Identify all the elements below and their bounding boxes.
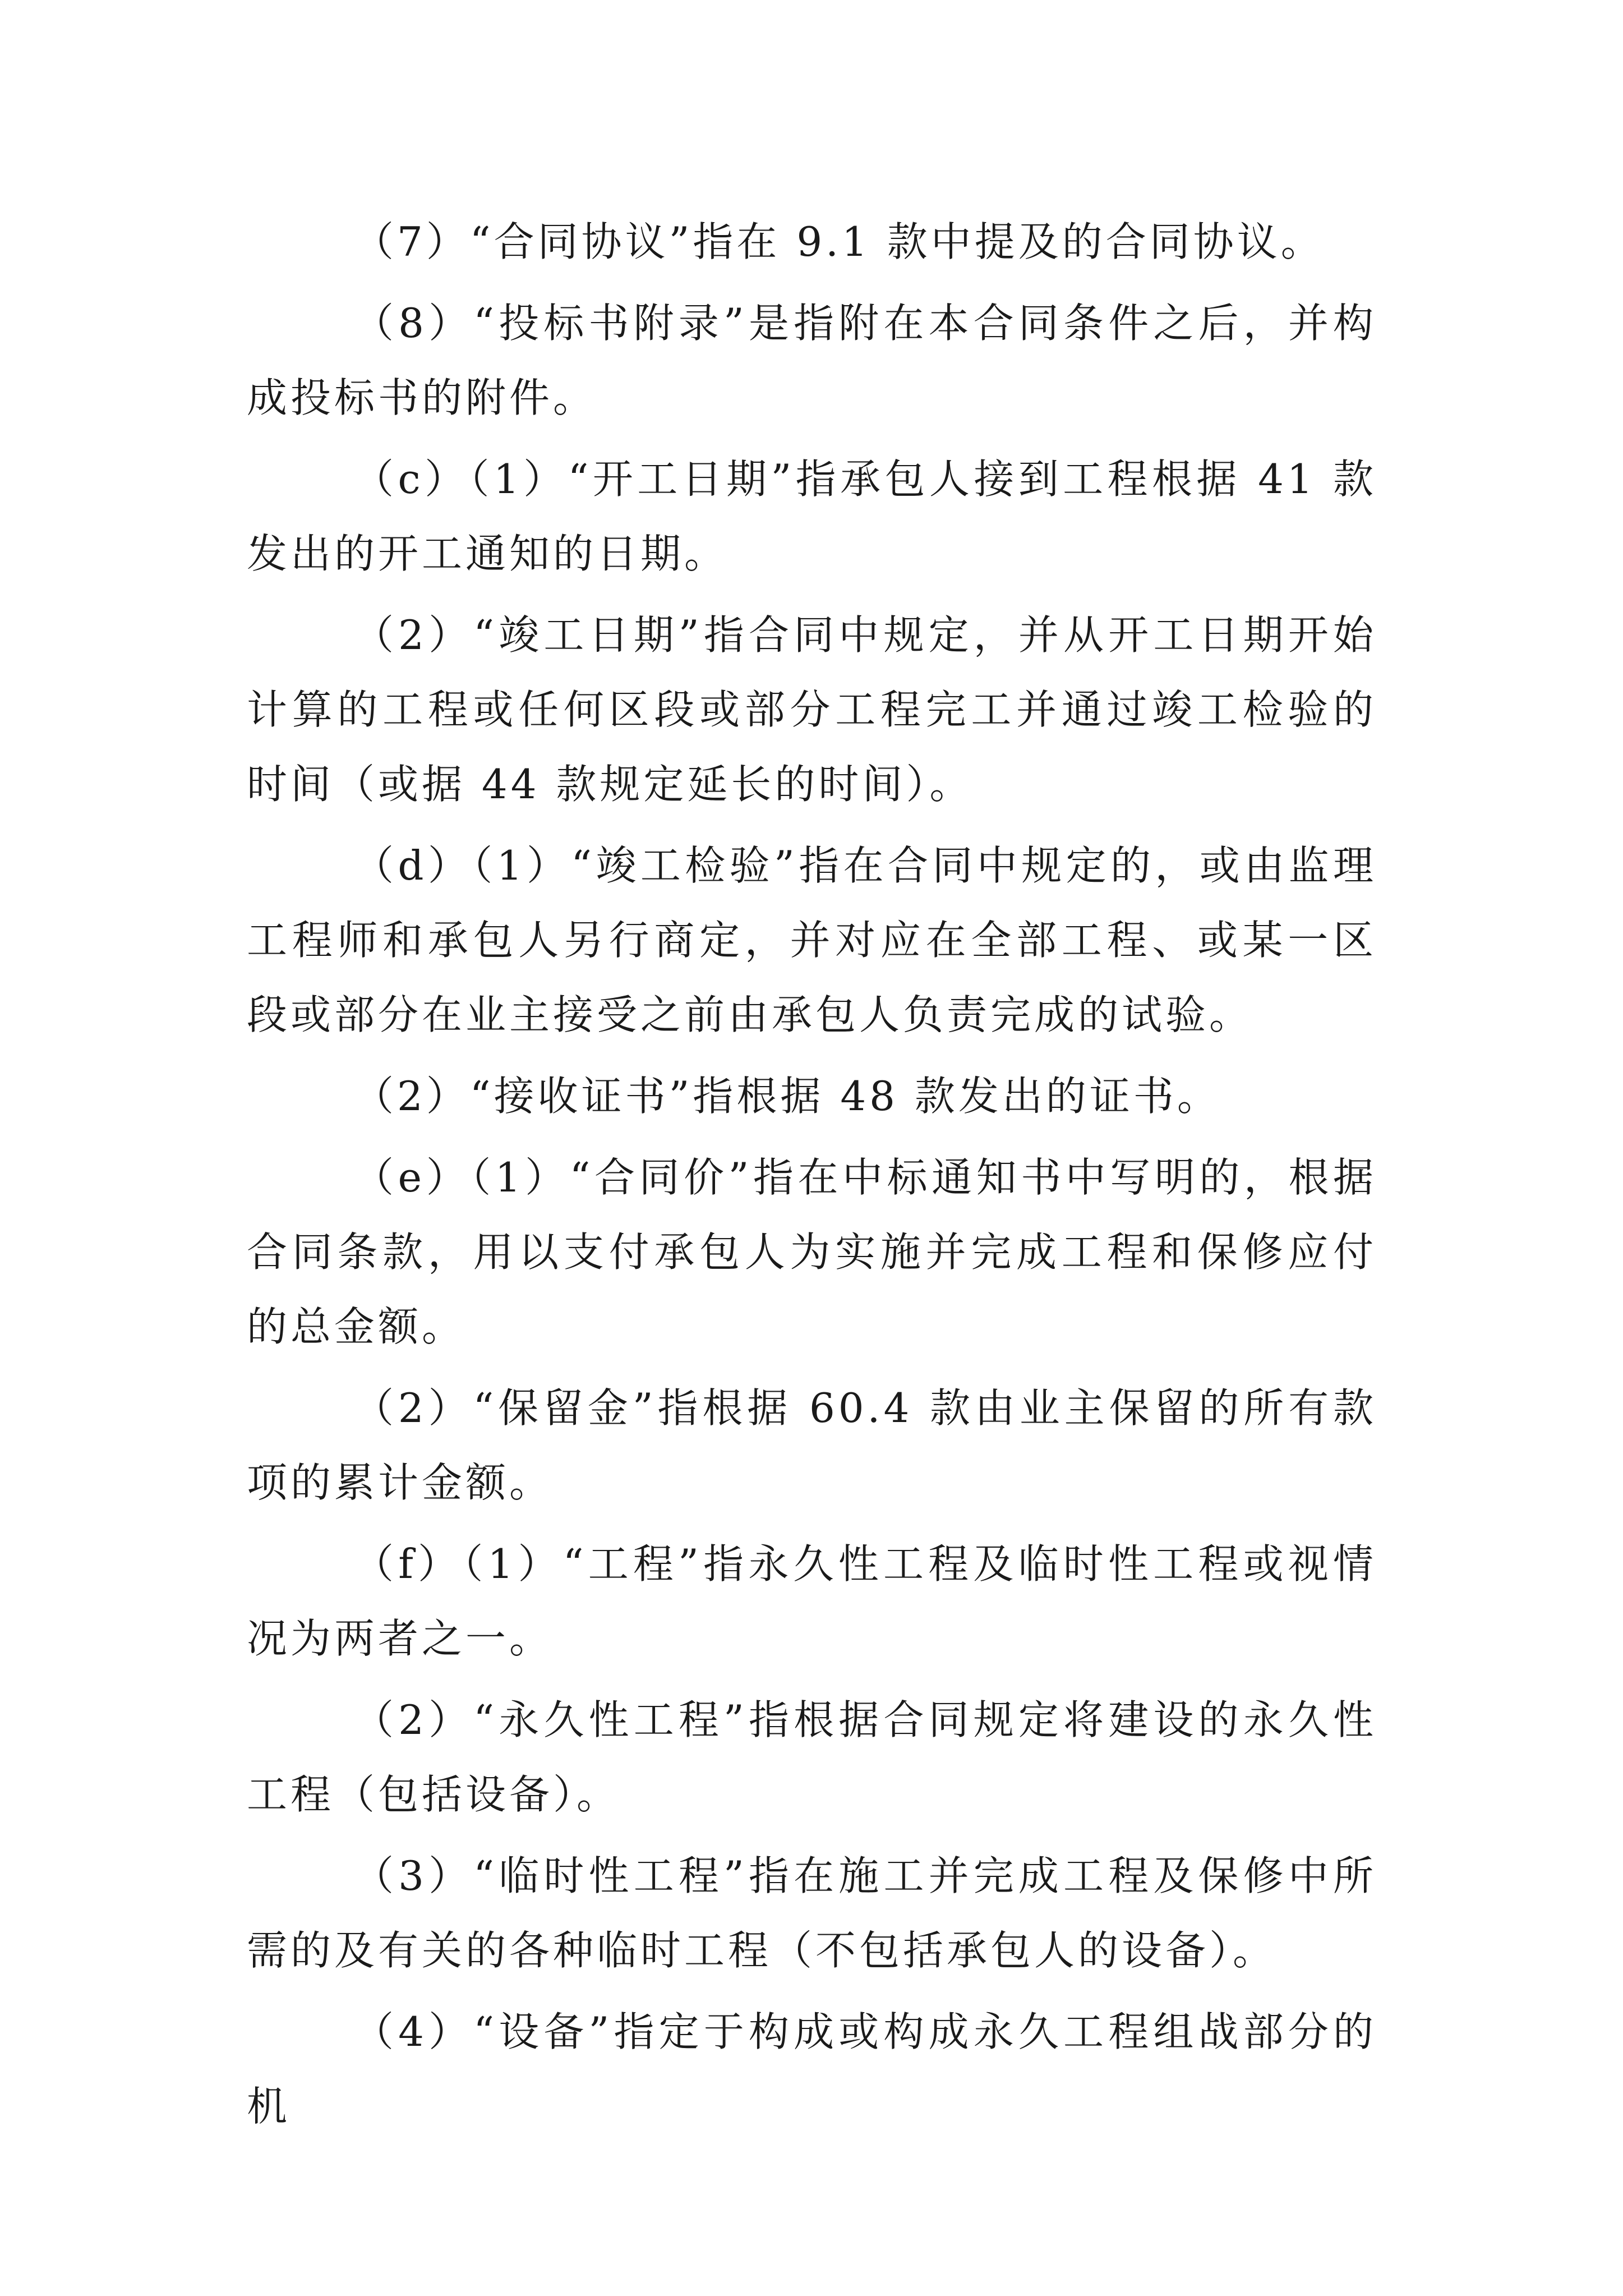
paragraph-works: （f）（1）“工程”指永久性工程及临时性工程或视情况为两者之一。 <box>247 1540 1377 1662</box>
paragraph-plant: （4）“设备”指定于构成或构成永久工程组战部分的机 <box>247 2008 1377 2130</box>
paragraph-tender-appendix: （8）“投标书附录”是指附在本合同条件之后，并构成投标书的附件。 <box>247 300 1377 421</box>
paragraph-completion-date: （2）“竣工日期”指合同中规定，并从开工日期开始计算的工程或任何区段或部分工程完工并通过竣工检验的时间（或据 44 款规定延长的时间）。 <box>247 611 1377 808</box>
paragraph-taking-over-certificate: （2）“接收证书”指根据 48 款发出的证书。 <box>353 1073 1221 1120</box>
paragraph-completion-tests: （d）（1）“竣工检验”指在合同中规定的，或由监理工程师和承包人另行商定，并对应在全部工程、或某一区段或部分在业主接受之前由承包人负责完成的试验。 <box>247 842 1377 1038</box>
document-body <box>247 205 1377 2151</box>
paragraph-contract-agreement: （7）“合同协议”指在 9.1 款中提及的合同协议。 <box>353 218 1325 265</box>
paragraph-temporary-works: （3）“临时性工程”指在施工并完成工程及保修中所需的及有关的各种临时工程（不包括承包人的设备）。 <box>247 1852 1377 1974</box>
paragraph-retention-money: （2）“保留金”指根据 60.4 款由业主保留的所有款项的累计金额。 <box>247 1384 1377 1506</box>
paragraph-commencement-date: （c）（1）“开工日期”指承包人接到工程根据 41 款发出的开工通知的日期。 <box>247 455 1377 577</box>
paragraph-permanent-works: （2）“永久性工程”指根据合同规定将建设的永久性工程（包括设备）。 <box>247 1696 1377 1818</box>
paragraph-contract-price: （e）（1）“合同价”指在中标通知书中写明的，根据合同条款，用以支付承包人为实施并完成工程和保修应付的总金额。 <box>247 1154 1377 1350</box>
